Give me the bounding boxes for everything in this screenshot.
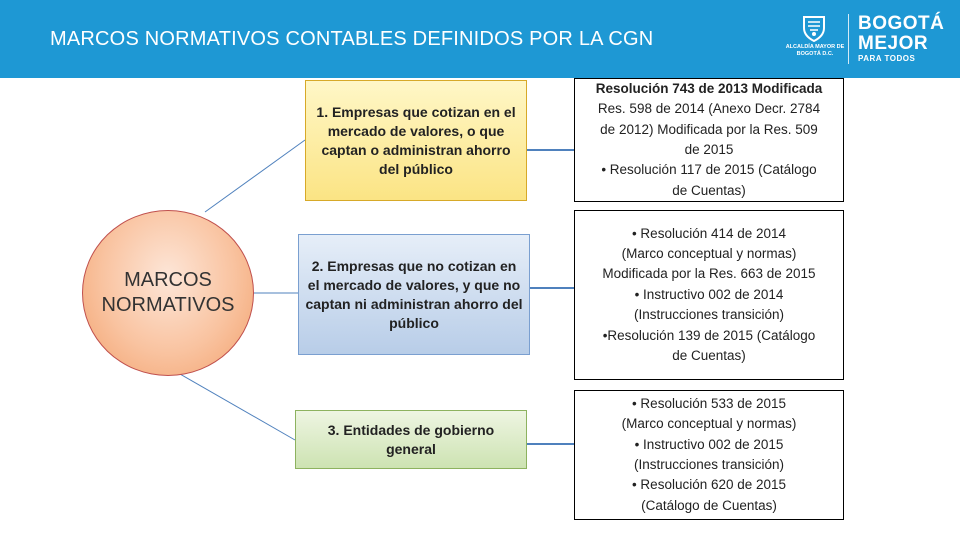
resolution-line: •Resolución 139 de 2015 (Catálogo: [602, 327, 816, 343]
resolution-line: Res. 598 de 2014 (Anexo Decr. 2784: [597, 101, 821, 117]
resolution-box-3: [574, 390, 844, 520]
page-title: MARCOS NORMATIVOS CONTABLES DEFINIDOS POR LA CGN: [50, 28, 654, 50]
category-box-1: 1. Empresas que cotizan en el mercado de valores, o que captan o administran ahorro del público: [305, 80, 527, 201]
resolution-line: (Catálogo de Cuentas): [641, 497, 777, 513]
brand-line-2: MEJOR: [858, 33, 929, 54]
resolution-line: (Marco conceptual y normas): [621, 245, 797, 261]
resolution-line: • Resolución 414 de 2014: [631, 225, 787, 241]
brand-line-1: BOGOTÁ: [858, 13, 945, 34]
resolution-line: • Instructivo 002 de 2014: [634, 286, 784, 302]
resolution-box-1: [574, 78, 844, 202]
resolution-line: (Instrucciones transición): [633, 307, 785, 323]
category-box-3: 3. Entidades de gobierno general: [295, 410, 527, 469]
resolution-line: de 2012) Modificada por la Res. 509: [600, 121, 818, 137]
connector-main-to-cat3: [166, 366, 295, 440]
resolution-line: • Resolución 620 de 2015: [631, 477, 787, 493]
connector-main-to-cat1: [205, 140, 305, 212]
resolution-line: Resolución 743 de 2013 Modificada: [595, 80, 823, 96]
logo-caption: ALCALDÍA MAYOR DE BOGOTÁ D.C.: [785, 44, 845, 57]
main-node-marcos-normativos: MARCOS NORMATIVOS: [82, 210, 254, 376]
resolution-line: • Resolución 533 de 2015: [631, 395, 787, 411]
resolution-line: de Cuentas): [672, 182, 746, 198]
resolution-line: de 2015: [684, 142, 734, 157]
resolution-line: • Instructivo 002 de 2015: [634, 436, 784, 452]
resolution-line: (Instrucciones transición): [633, 457, 785, 472]
category-box-2: 2. Empresas que no cotizan en el mercado de valores, y que no captan ni administran ahorro del público: [298, 234, 530, 355]
brand-line-3: PARA TODOS: [858, 54, 916, 63]
resolution-line: de Cuentas): [672, 348, 746, 364]
resolution-line: Modificada por la Res. 663 de 2015: [602, 266, 816, 282]
resolution-line: (Marco conceptual y normas): [621, 416, 797, 432]
resolution-line: • Resolución 117 de 2015 (Catálogo: [601, 162, 817, 178]
resolution-box-2: [574, 210, 844, 380]
